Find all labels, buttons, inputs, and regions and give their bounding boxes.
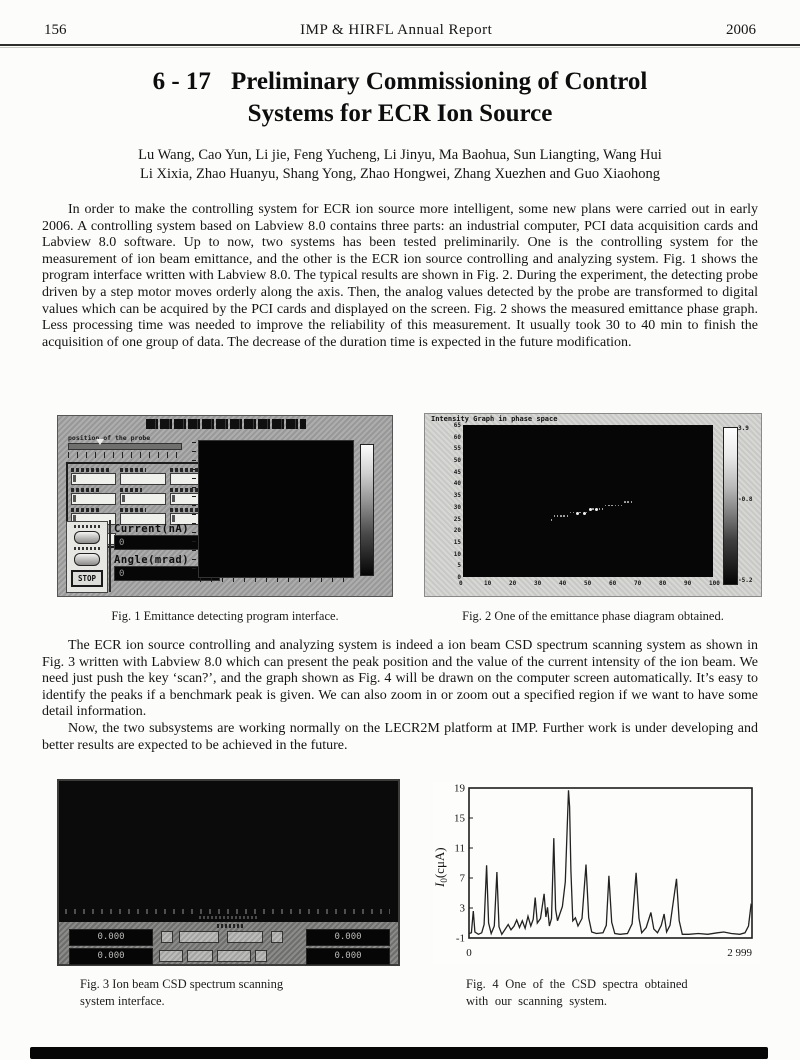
figure-2-phase-diagram-image bbox=[424, 413, 762, 597]
fig1-input-field bbox=[120, 487, 165, 505]
fig3-arrow-button bbox=[161, 931, 173, 943]
fig2-xtick-label: 60 bbox=[609, 580, 617, 587]
article-title-line2: Systems for ECR Ion Source bbox=[247, 100, 553, 127]
figure-3-caption-line2: system interface. bbox=[80, 994, 165, 1008]
scan-artifact-bar bbox=[30, 1047, 768, 1059]
fig1-angle-display: 0 bbox=[114, 566, 220, 581]
fig4-ytick-label: -1 bbox=[455, 932, 465, 945]
fig2-xtick-label: 10 bbox=[484, 580, 492, 587]
fig1-current-display: 0 bbox=[114, 535, 220, 550]
figure-2-caption: Fig. 2 One of the emittance phase diagram obtained. bbox=[462, 609, 724, 623]
fig3-axis-ticks bbox=[65, 909, 390, 914]
fig2-ytick-label: 50 bbox=[453, 457, 461, 465]
fig2-beam-spot bbox=[624, 501, 626, 503]
fig1-stop-button: STOP bbox=[71, 570, 103, 587]
page-header bbox=[44, 22, 756, 39]
fig2-ytick-label: 15 bbox=[453, 538, 461, 546]
fig3-value-box bbox=[187, 950, 213, 962]
fig1-slider-label: position of the probe bbox=[68, 434, 151, 442]
fig3-value-box bbox=[179, 931, 219, 943]
fig2-colorbar-min: -5.2 bbox=[738, 577, 753, 584]
fig3-readout-bottom-left: 0.000 bbox=[69, 948, 153, 965]
fig2-ytick-label: 20 bbox=[453, 527, 461, 535]
fig1-graph-yticks bbox=[192, 442, 196, 574]
fig1-field-label-smudge bbox=[71, 508, 99, 512]
figure-4-caption bbox=[466, 976, 752, 1010]
figure-4-caption-line1: Fig. 4 One of the CSD spectra obtained bbox=[466, 977, 688, 991]
fig2-ytick-label: 30 bbox=[453, 503, 461, 511]
fig2-beam-spot bbox=[573, 512, 575, 514]
figure-3-csd-interface-image bbox=[57, 779, 400, 966]
fig1-field-input bbox=[71, 473, 116, 485]
fig4-xtick-label-max: 2 999 bbox=[727, 947, 752, 959]
fig1-slider-pointer-icon bbox=[96, 439, 104, 445]
fig2-ytick-label: 40 bbox=[453, 480, 461, 488]
fig3-value-box bbox=[159, 950, 183, 962]
fig3-control-strip bbox=[59, 922, 398, 964]
fig1-slider-ticks bbox=[68, 452, 182, 458]
fig1-field-label-smudge bbox=[120, 488, 142, 492]
fig1-switch-label-smudge bbox=[74, 525, 100, 528]
fig4-axes-frame bbox=[469, 788, 752, 938]
fig1-input-field bbox=[120, 467, 165, 485]
article-title bbox=[40, 66, 760, 130]
fig1-probe-position-slider bbox=[68, 443, 182, 450]
fig2-beam-spot bbox=[631, 501, 633, 503]
fig2-xtick-label: 100 bbox=[709, 580, 720, 587]
fig2-colorbar-max: 3.9 bbox=[738, 425, 749, 432]
article-number: 6 - 17 bbox=[152, 68, 211, 95]
body-text-block-1 bbox=[42, 202, 758, 351]
fig2-beam-spot bbox=[570, 512, 572, 514]
paragraph-3: Now, the two subsystems are working normally on the LECR2M platform at IMP. Further work is under developing and better results are expected to be achieved in the future. bbox=[42, 720, 758, 753]
article-title-line1: Preliminary Commissioning of Control bbox=[230, 68, 648, 95]
fig2-xtick-label: 0 bbox=[459, 580, 463, 587]
body-text-block-2 bbox=[42, 638, 758, 754]
fig4-xtick-label-min: 0 bbox=[466, 947, 472, 959]
fig2-ytick-label: 0 bbox=[457, 574, 461, 581]
fig1-angle-label: Angle(mrad) bbox=[114, 554, 190, 566]
fig2-ytick-label: 60 bbox=[453, 433, 461, 441]
fig3-value-box bbox=[217, 950, 251, 962]
fig1-colorbar bbox=[360, 444, 374, 576]
fig3-readout-bottom-right: 0.000 bbox=[306, 948, 390, 965]
figure-4-caption-line2: with our scanning system. bbox=[466, 994, 608, 1008]
author-line-1: Lu Wang, Cao Yun, Li jie, Feng Yucheng, Li Jinyu, Ma Baohua, Sun Liangting, Wang Hui bbox=[138, 147, 662, 163]
fig1-field-label-smudge bbox=[170, 468, 202, 472]
fig1-graph-area bbox=[198, 440, 354, 578]
fig2-beam-spot bbox=[595, 508, 598, 511]
fig4-ytick-label: 15 bbox=[454, 812, 465, 825]
fig2-beam-spot bbox=[621, 505, 623, 507]
figure-3-caption-line1: Fig. 3 Ion beam CSD spectrum scanning bbox=[80, 977, 284, 991]
fig2-beam-spot bbox=[627, 501, 629, 503]
fig4-ytick-label: 11 bbox=[454, 842, 465, 855]
fig3-arrow-button bbox=[255, 950, 267, 962]
fig2-beam-spot bbox=[615, 505, 617, 507]
fig1-toggle-switch-1 bbox=[74, 531, 100, 544]
author-list bbox=[40, 146, 760, 184]
fig2-beam-spot bbox=[599, 508, 601, 510]
fig2-beam-spot bbox=[602, 508, 604, 510]
figure-4-csd-spectrum-chart bbox=[433, 782, 760, 964]
year: 2006 bbox=[725, 22, 756, 38]
figure-3-caption bbox=[80, 976, 360, 1010]
fig2-beam-spot bbox=[563, 515, 565, 517]
fig2-ytick-label: 10 bbox=[453, 550, 461, 558]
fig1-chinese-title-smudge bbox=[146, 419, 306, 429]
fig3-readout-top-left: 0.000 bbox=[69, 929, 153, 946]
fig2-xtick-label: 70 bbox=[634, 580, 642, 587]
fig1-input-field bbox=[71, 467, 116, 485]
fig2-plot-title: Intensity Graph in phase space bbox=[431, 415, 558, 423]
fig2-xtick-label: 30 bbox=[534, 580, 542, 587]
fig2-beam-spot bbox=[554, 515, 556, 517]
fig1-divider bbox=[109, 520, 111, 592]
figure-1-emittance-interface-image bbox=[57, 415, 393, 597]
fig1-field-input bbox=[71, 493, 116, 505]
fig4-ylabel: $I_0(c\mu A)$ bbox=[433, 847, 449, 887]
fig2-beam-spot bbox=[551, 519, 553, 521]
fig1-field-label-smudge bbox=[71, 468, 111, 472]
fig4-ytick-label: 3 bbox=[459, 902, 465, 915]
fig1-input-field bbox=[71, 487, 116, 505]
fig4-spectrum-line bbox=[469, 790, 752, 934]
fig2-ytick-label: 45 bbox=[453, 468, 461, 476]
fig1-field-input bbox=[120, 493, 165, 505]
fig2-beam-spot bbox=[618, 505, 620, 507]
fig2-xtick-label: 40 bbox=[559, 580, 567, 587]
fig1-toggle-switch-2 bbox=[74, 553, 100, 566]
fig1-field-label-smudge bbox=[120, 468, 146, 472]
fig2-ytick-label: 25 bbox=[453, 515, 461, 523]
fig2-ytick-label: 5 bbox=[457, 562, 461, 570]
fig3-axis-label-smudge bbox=[199, 916, 259, 919]
fig2-xtick-label: 20 bbox=[509, 580, 517, 587]
fig2-beam-spot bbox=[560, 515, 562, 517]
fig1-current-label: Current(nA) bbox=[114, 523, 190, 535]
fig2-beam-spot bbox=[605, 505, 607, 507]
fig1-field-input bbox=[120, 473, 165, 485]
header-rule-shadow bbox=[0, 47, 800, 48]
journal-title: IMP & HIRFL Annual Report bbox=[300, 22, 493, 38]
figure-1-caption: Fig. 1 Emittance detecting program interface. bbox=[111, 609, 339, 623]
author-line-2: Li Xixia, Zhao Huanyu, Shang Yong, Zhao Hongwei, Zhang Xuezhen and Guo Xiaohong bbox=[140, 166, 660, 182]
paragraph-2: The ECR ion source controlling and analyzing system is indeed a ion beam CSD spectrum scanning system as shown in Fig. 3 written with Labview 8.0 which can present the peak position and the value of the current intensity of the ion beam. We need just push the key ‘scan?’, and the graph shown as Fig. 4 will be drawn on the computer screen automatically. It’s easy to identify the peaks if a benchmark peak is given. We can also zoom in or zoom out a specified region if we want to have some detail information. bbox=[42, 638, 758, 720]
csd-spectrum-svg bbox=[433, 782, 760, 964]
fig2-xtick-label: 90 bbox=[684, 580, 692, 587]
fig3-arrow-button bbox=[271, 931, 283, 943]
fig1-field-label-smudge bbox=[120, 508, 146, 512]
fig3-readout-top-right: 0.000 bbox=[306, 929, 390, 946]
fig2-colorbar bbox=[723, 427, 738, 585]
fig2-xtick-label: 50 bbox=[584, 580, 592, 587]
fig1-field-label-smudge bbox=[71, 488, 101, 492]
fig2-beam-spot bbox=[608, 505, 610, 507]
header-rule bbox=[0, 44, 800, 46]
fig2-plot-area bbox=[463, 425, 713, 577]
fig2-beam-spot bbox=[592, 508, 594, 510]
fig2-beam-spot bbox=[611, 505, 613, 507]
fig4-ytick-label: 19 bbox=[454, 782, 465, 795]
fig2-beam-spot bbox=[567, 515, 569, 517]
fig3-scan-label-smudge bbox=[217, 924, 243, 928]
fig4-ytick-label: 7 bbox=[459, 872, 465, 885]
fig1-button-panel bbox=[66, 521, 108, 593]
fig1-switch-label-smudge bbox=[74, 547, 100, 550]
fig2-xtick-label: 80 bbox=[659, 580, 667, 587]
fig2-ytick-label: 35 bbox=[453, 492, 461, 500]
paragraph-1: In order to make the controlling system for ECR ion source more intelligent, some new plans were carried out in early 2006. A controlling system based on Labview 8.0 contains three parts: an industrial computer, PCI data acquisition cards and Labview 8.0 software. Up to now, two systems has been tested preliminarily. One is the controlling system for the measurement of ion beam emittance, and the other is the ECR ion source controlling and analyzing system. Fig. 1 shows the program interface written with Labview 8.0. The typical results are shown in Fig. 2. During the experiment, the detecting probe driven by a step motor moves orderly along the axis. Then, the analog values detected by the probe are transformed to digital values which can be acquired by the PCI cards and displayed on the screen. Fig. 2 shows the measured emittance phase graph. Less processing time was needed to improve the reliability of this measurement. It usually took 30 to 40 min to finish the acquisition of one group of data. The decrease of the duration time is expected in the future modification. bbox=[42, 202, 758, 350]
fig2-ytick-label: 65 bbox=[453, 422, 461, 429]
fig1-graph-xticks bbox=[200, 578, 350, 582]
fig2-ytick-label: 55 bbox=[453, 445, 461, 453]
fig2-beam-spot bbox=[579, 512, 581, 514]
fig2-beam-spot bbox=[586, 512, 588, 514]
fig2-beam-spot bbox=[557, 515, 559, 517]
page-number: 156 bbox=[44, 22, 67, 38]
fig3-value-box bbox=[227, 931, 263, 943]
fig2-colorbar-mid: -0.8 bbox=[738, 496, 753, 503]
